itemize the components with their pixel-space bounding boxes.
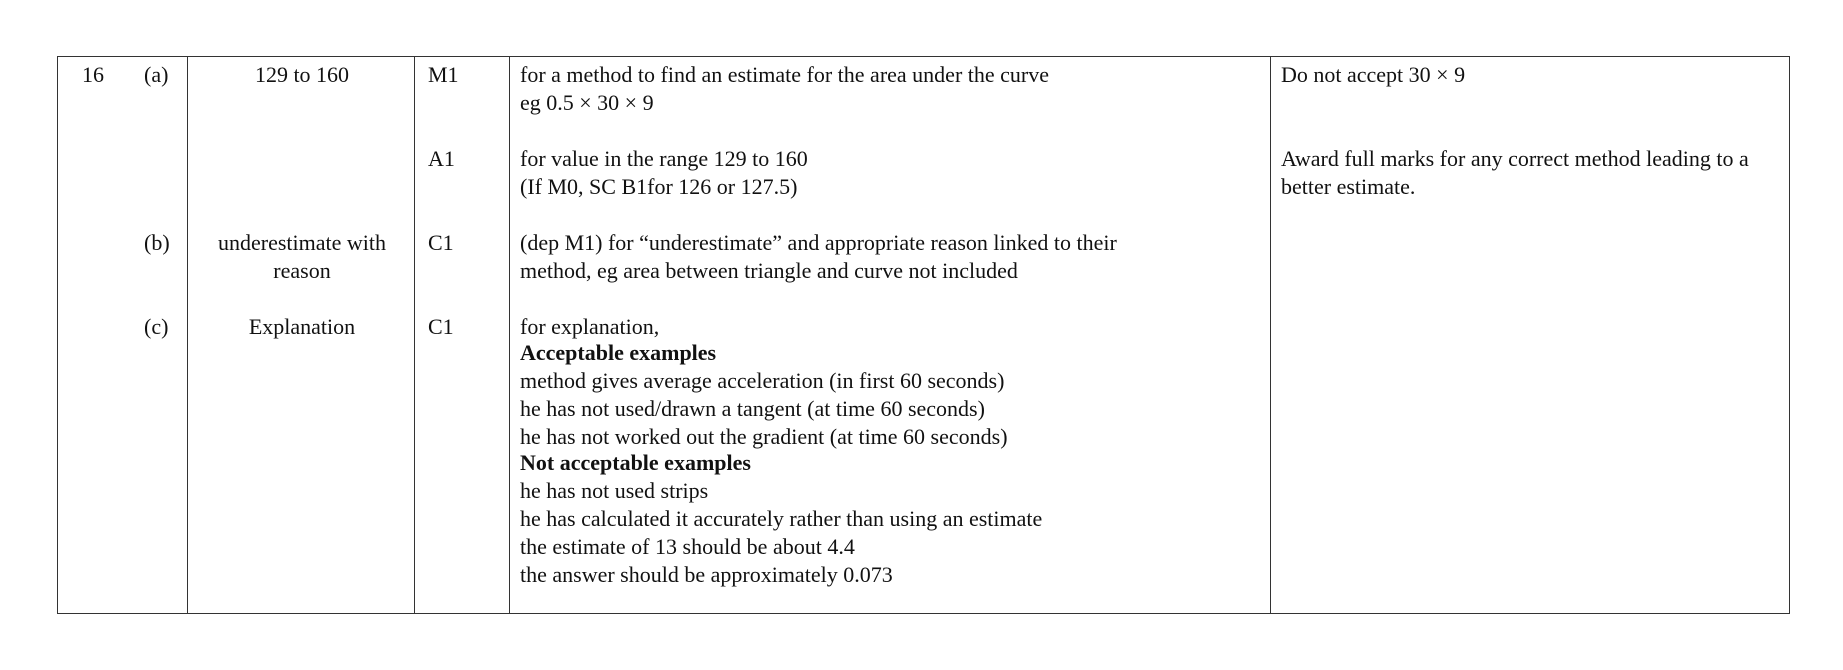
guidance-line: (dep M1) for “underestimate” and appropriate reason linked to their [520, 230, 1117, 255]
answer-cell: underestimate with reason [217, 230, 386, 283]
mark-code: A1 [428, 146, 455, 171]
guidance-intro: for explanation, [520, 314, 660, 339]
guidance-line: for a method to find an estimate for the area under the curve [520, 62, 1049, 87]
answer-cell: 129 to 160 [254, 62, 350, 87]
not-acceptable-example: the estimate of 13 should be about 4.4 [520, 534, 855, 559]
guidance-line: for value in the range 129 to 160 [520, 146, 808, 171]
acceptable-example: method gives average acceleration (in first 60 seconds) [520, 368, 1005, 393]
not-acceptable-example: the answer should be approximately 0.073 [520, 562, 893, 587]
not-acceptable-example: he has not used strips [520, 478, 709, 503]
notes-cell: Do not accept 30 × 9 [1281, 62, 1466, 87]
mark-scheme-table [57, 56, 1790, 614]
column-divider [1270, 57, 1271, 613]
mark-code: C1 [428, 314, 454, 339]
column-divider [509, 57, 510, 613]
not-acceptable-example: he has calculated it accurately rather than using an estimate [520, 506, 1043, 531]
guidance-line: method, eg area between triangle and curve not included [520, 258, 1018, 283]
part-label: (a) [144, 62, 169, 87]
not-acceptable-heading: Not acceptable examples [520, 450, 751, 475]
mark-code: C1 [428, 230, 454, 255]
mark-code: M1 [428, 62, 459, 87]
guidance-line: (If M0, SC B1for 126 or 127.5) [520, 174, 798, 199]
answer-cell: Explanation [248, 314, 356, 339]
part-label: (c) [144, 314, 169, 339]
acceptable-example: he has not worked out the gradient (at time 60 seconds) [520, 424, 1008, 449]
guidance-line: eg 0.5 × 30 × 9 [520, 90, 654, 115]
acceptable-heading: Acceptable examples [520, 340, 717, 365]
question-number: 16 [82, 62, 104, 87]
part-label: (b) [144, 230, 170, 255]
notes-cell: Award full marks for any correct method leading to a better estimate. [1281, 146, 1749, 199]
acceptable-example: he has not used/drawn a tangent (at time 60 seconds) [520, 396, 985, 421]
